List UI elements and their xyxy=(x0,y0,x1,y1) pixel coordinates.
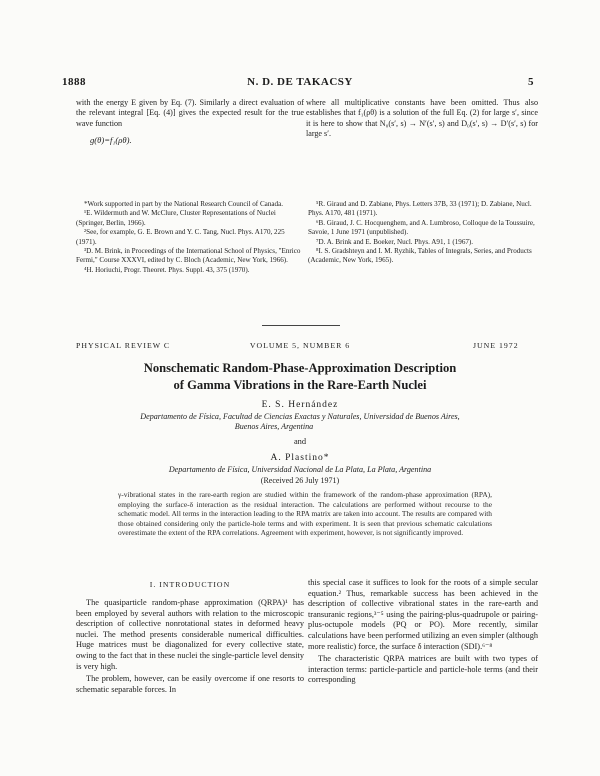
affiliation-1-line2: Buenos Aires, Argentina xyxy=(234,422,314,431)
journal-name: PHYSICAL REVIEW C xyxy=(76,341,171,350)
body-right-column xyxy=(308,578,538,686)
top-left-paragraph xyxy=(76,98,304,145)
journal-date: JUNE 1972 xyxy=(473,341,519,350)
footnote: *Work supported in part by the National Research Council of Canada. xyxy=(84,200,283,208)
top-left-text: with the energy E given by Eq. (7). Similarly a direct evaluation of the relevant integral [Eq. (4)] gives the expected result for the true wave function xyxy=(76,98,304,128)
page-number-left: 1888 xyxy=(62,76,86,88)
footnote: ³D. M. Brink, in Proceedings of the International School of Physics, "Enrico Fermi," Course XXXVI, edited by C. Bloch (Academic, New York, 1966). xyxy=(76,247,301,265)
footnote: ⁵R. Giraud and D. Zabiane, Phys. Letters 37B, 33 (1971); D. Zabiane, Nucl. Phys. A170, 481 (1971). xyxy=(308,200,532,218)
footnote: ⁷D. A. Brink and E. Boeker, Nucl. Phys. A91, 1 (1967). xyxy=(316,237,474,246)
article-title-line1: Nonschematic Random-Phase-Approximation Description xyxy=(143,361,457,375)
body-left-column xyxy=(76,598,304,695)
article-separator-rule xyxy=(262,325,340,326)
body-paragraph: The characteristic QRPA matrices are built with two types of interaction terms: particle-particle and particle-hole terms (and their corresponding xyxy=(308,654,538,685)
running-title: N. D. DE TAKACSY xyxy=(247,76,353,88)
footnote: ⁸I. S. Gradshteyn and I. M. Ryzhik, Tables of Integrals, Series, and Products (Academic, New York, 1965). xyxy=(308,247,532,265)
body-paragraph: The quasiparticle random-phase approximation (QRPA)¹ has been employed by several authors with relation to the microscopic description of collective nonrotational states in deformed heavy nuclei. The method presents considerable numerical difficulties. Huge matrices must be diagonalized for every collective state, owing to the fact that in these nuclei the single-particle level density is very high. xyxy=(76,598,304,671)
abstract: γ-vibrational states in the rare-earth region are studied within the framework of the random-phase approximation (RPA), employing the surface-δ interaction as the residual interaction. The calculations are performed without recourse to the schematic model. All terms in the interaction leading to the RPA matrix are taken into account. The results are compared with those obtained considering only the particle-hole terms and with experiment. It is seen that previous schematic calculations overestimate the extent of the RPA correlations. Agreement with experiment, however, is not significantly improved. xyxy=(118,490,492,537)
article-title-line2: of Gamma Vibrations in the Rare-Earth Nuclei xyxy=(173,378,427,392)
author-1: E. S. Hernández xyxy=(261,400,339,410)
journal-volume: VOLUME 5, NUMBER 6 xyxy=(249,341,351,350)
footnote: ¹E. Wildermuth and W. McClure, Cluster Representations of Nuclei (Springer, Berlin, 1966). xyxy=(76,209,276,227)
section-heading: I. INTRODUCTION xyxy=(149,580,231,589)
received-date: (Received 26 July 1971) xyxy=(260,476,340,485)
author-2: A. Plastino* xyxy=(270,453,330,463)
footnote: ²See, for example, G. E. Brown and Y. C. Tang, Nucl. Phys. A170, 225 (1971). xyxy=(76,228,285,246)
top-right-paragraph: where all multiplicative constants have been omitted. Thus also establishes that f₁(ρθ) is a solution of the full Eq. (2) for large s′, since it is here to show that N₀(s′, s) → N′(s′, s) and D₀(s′, s) → D′(s′, s) for large s′. xyxy=(306,98,538,138)
affiliation-2: Departamento de Física, Universidad Nacional de La Plata, La Plata, Argentina xyxy=(168,465,432,474)
footnotes-right xyxy=(308,200,538,266)
equation: g(θ)=f₁(ρθ). xyxy=(90,134,132,145)
and-separator: and xyxy=(293,437,307,446)
body-paragraph: this special case it suffices to look for the roots of a simple secular equation.² Thus, remarkable success has been achieved in the description of collective vibrational states in the rare-earth and transuranic regions,³⁻⁵ using the pairing-plus-quadrupole or pairing-plus-octupole models (PQ or PO). More recently, similar calculations have been performed utilizing an even simpler (although more realistic) force, the surface δ interaction (SDI).⁶⁻⁸ xyxy=(308,578,538,651)
affiliation-1-line1: Departamento de Física, Facultad de Ciencias Exactas y Naturales, Universidad de Buenos Aires, xyxy=(140,412,460,421)
body-paragraph: The problem, however, can be easily overcome if one resorts to schematic separable forces. In xyxy=(76,674,304,694)
footnotes-left xyxy=(76,200,302,275)
page-number-right: 5 xyxy=(528,76,534,88)
footnote: ⁶B. Giraud, J. C. Hocquenghem, and A. Lumbroso, Colloque de la Toussuire, Savoie, 1 June 1971 (unpublished). xyxy=(308,218,535,237)
footnote: ⁴H. Horiuchi, Progr. Theoret. Phys. Suppl. 43, 375 (1970). xyxy=(84,265,250,274)
